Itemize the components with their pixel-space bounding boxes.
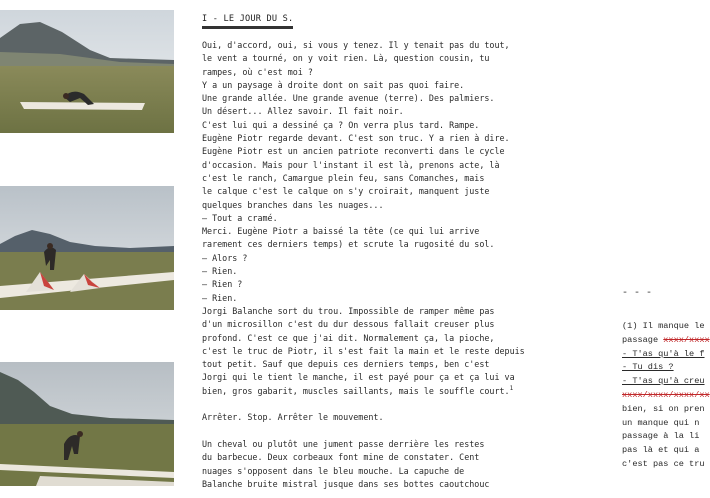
text-line: rarement ces derniers temps) et scrute la rugosité du sol.	[202, 239, 495, 250]
note-line: - T'as qu'à creu	[622, 376, 705, 387]
text-line: Merci. Eugène Piotr a baissé la tête (ce qui lui arrive	[202, 226, 480, 237]
text-line: quelques branches dans les nuages...	[202, 199, 384, 210]
note-line: pas là et qui a	[622, 445, 700, 456]
note-line: un manque qui n	[622, 417, 700, 428]
note-line: c'est pas ce tru	[622, 458, 705, 469]
text-line: le calque c'est le calque on s'y croirait, manquent juste	[202, 186, 490, 197]
note-line: bien, si on pren	[622, 403, 705, 414]
note-line: - Tu dis ?	[622, 362, 674, 373]
text-line: Un cheval ou plutôt une jument passe derrière les restes	[202, 438, 485, 449]
struck-text: xxxx/xxxx/xxxx/xx	[622, 389, 710, 400]
text-line: tout petit. Sauf que depuis ces derniers temps, ben c'est	[202, 359, 490, 370]
footnote-reference[interactable]: 1	[509, 384, 514, 392]
text-line: Une grande allée. Une grande avenue (terre). Des palmiers.	[202, 93, 495, 104]
text-line: d'un microsillon c'est du dur dessous fallait creuser plus	[202, 319, 495, 330]
note-line	[622, 334, 710, 348]
text-line: Balanche bruite mistral jusque dans ses bottes caoutchouc	[202, 478, 490, 489]
text-line: c'est le truc de Piotr, il s'est fait la main et le reste depuis	[202, 345, 525, 356]
text-line: c'est le ranch, Camargue plein feu, sans Comanches, mais	[202, 172, 485, 183]
note-text: passage	[622, 334, 664, 345]
text-line	[202, 384, 514, 398]
text-line: — Alors ?	[202, 252, 248, 263]
text-line: rampes, où c'est moi ?	[202, 66, 313, 77]
text-line: C'est lui qui a dessiné ça ? On verra plus tard. Rampe.	[202, 119, 480, 130]
text-line: Jorgi Balanche sort du trou. Impossible de ramper même pas	[202, 305, 495, 316]
note-line: - T'as qu'à le f	[622, 348, 705, 359]
text-line: du barbecue. Deux corbeaux font mine de constater. Cent	[202, 452, 480, 463]
text-line: Eugène Piotr est un ancien patriote reconverti dans le cycle	[202, 146, 505, 157]
text-line: Y a un paysage à droite dont on sait pas quoi faire.	[202, 79, 465, 90]
body-text	[202, 39, 525, 491]
text-line: d'occasion. Mais pour l'instant il est là, prenons acte, là	[202, 159, 500, 170]
text-line: Jorgi qui le tient le manche, il est payé pour ça et ça lui va	[202, 372, 515, 383]
text-line: le vent a tourné, on y voit rien. Là, question cousin, tu	[202, 53, 490, 64]
footnotes	[622, 320, 710, 472]
note-line: passage à la li	[622, 431, 700, 442]
section-title: I - LE JOUR DU S.	[202, 14, 293, 29]
photo-person-bending	[0, 362, 174, 486]
note-line: (1) Il manque le	[622, 321, 705, 331]
text-line-content: bien, gros gabarit, muscles saillants, mais le souffle court.	[202, 385, 510, 396]
notes-separator: - - -	[622, 288, 653, 299]
text-line: Eugène Piotr regarde devant. C'est son truc. Y a rien à dire.	[202, 133, 510, 144]
photo-person-with-tents	[0, 186, 174, 310]
struck-text: xxxx/xxxx	[663, 334, 710, 345]
text-line: nuages s'opposent dans le bleu mouche. La capuche de	[202, 465, 465, 476]
photo-person-crawling	[0, 10, 174, 133]
text-line: profond. C'est ce que j'ai dit. Normalement ça, la pioche,	[202, 332, 495, 343]
text-line: Oui, d'accord, oui, si vous y tenez. Il y tenait pas du tout,	[202, 40, 510, 50]
text-line: — Rien ?	[202, 279, 243, 290]
text-line: Un désert... Allez savoir. Il fait noir.	[202, 106, 404, 117]
text-line: — Rien.	[202, 292, 238, 303]
text-line: — Tout a cramé.	[202, 212, 278, 223]
text-line: Arrêter. Stop. Arrêter le mouvement.	[202, 412, 384, 423]
text-line: — Rien.	[202, 266, 238, 277]
